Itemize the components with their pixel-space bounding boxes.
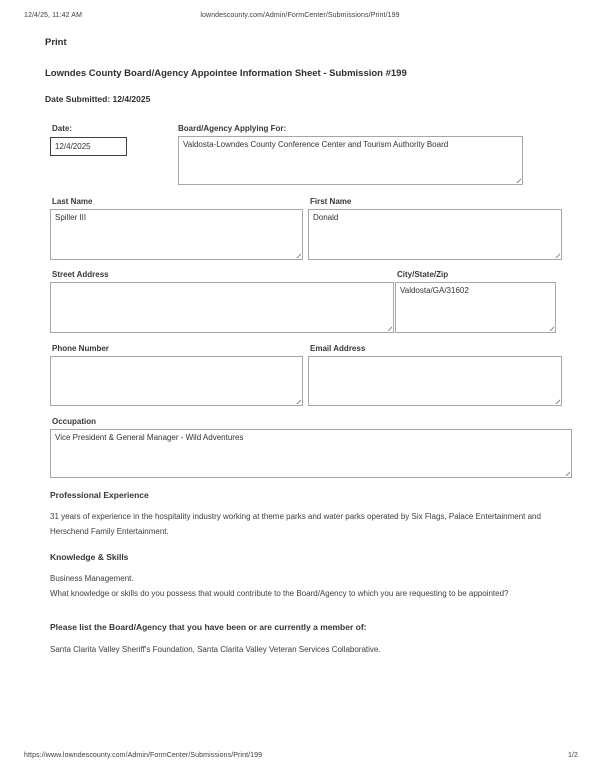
print-heading: Print bbox=[45, 37, 67, 48]
email-address-label: Email Address bbox=[310, 344, 366, 353]
member-of-text: Santa Clarita Valley Sheriff's Foundation, Santa Clarita Valley Veteran Services Collaborative. bbox=[50, 645, 381, 654]
print-header-timestamp: 12/4/25, 11:42 AM bbox=[24, 12, 83, 19]
phone-number-textarea[interactable] bbox=[50, 356, 303, 406]
knowledge-skills-heading: Knowledge & Skills bbox=[50, 552, 129, 562]
print-footer-page-number: 1/2 bbox=[567, 752, 578, 759]
print-header-url: lowndescounty.com/Admin/FormCenter/Submissions/Print/199 bbox=[200, 12, 400, 19]
first-name-textarea[interactable] bbox=[308, 209, 562, 260]
occupation-textarea[interactable] bbox=[50, 429, 572, 478]
date-submitted-text: Date Submitted: 12/4/2025 bbox=[45, 94, 151, 104]
last-name-label: Last Name bbox=[52, 197, 93, 206]
street-address-label: Street Address bbox=[52, 270, 109, 279]
date-input[interactable] bbox=[50, 137, 127, 156]
phone-number-field-wrap bbox=[50, 356, 303, 406]
occupation-field-wrap bbox=[50, 429, 572, 478]
board-agency-textarea[interactable] bbox=[178, 136, 523, 185]
email-address-field-wrap bbox=[308, 356, 562, 406]
professional-experience-text: 31 years of experience in the hospitality industry working at theme parks and water parks operated by Six Flags, Palace Entertainment and Herschend Family Entertainment. bbox=[50, 512, 541, 536]
street-address-field-wrap bbox=[50, 282, 394, 333]
page-title: Lowndes County Board/Agency Appointee Information Sheet - Submission #199 bbox=[45, 68, 407, 79]
email-address-textarea[interactable] bbox=[308, 356, 562, 406]
occupation-label: Occupation bbox=[52, 417, 97, 426]
first-name-field-wrap bbox=[308, 209, 562, 260]
professional-experience-heading: Professional Experience bbox=[50, 490, 149, 500]
date-label: Date: bbox=[52, 124, 73, 133]
print-footer-url: https://www.lowndescounty.com/Admin/FormCenter/Submissions/Print/199 bbox=[24, 752, 263, 759]
phone-number-label: Phone Number bbox=[52, 344, 109, 353]
last-name-field-wrap bbox=[50, 209, 303, 260]
member-of-heading: Please list the Board/Agency that you have been or are currently a member of: bbox=[50, 622, 367, 632]
board-agency-field-wrap bbox=[178, 136, 523, 185]
city-state-zip-field-wrap bbox=[395, 282, 556, 333]
knowledge-skills-question: What knowledge or skills do you possess that would contribute to the Board/Agency to which you are requesting to be appointed? bbox=[50, 589, 509, 598]
first-name-label: First Name bbox=[310, 197, 352, 206]
city-state-zip-label: City/State/Zip bbox=[397, 270, 449, 279]
knowledge-skills-answer: Business Management. bbox=[50, 574, 134, 583]
board-agency-label: Board/Agency Applying For: bbox=[178, 124, 287, 133]
street-address-textarea[interactable] bbox=[50, 282, 394, 333]
city-state-zip-textarea[interactable] bbox=[395, 282, 556, 333]
last-name-textarea[interactable] bbox=[50, 209, 303, 260]
